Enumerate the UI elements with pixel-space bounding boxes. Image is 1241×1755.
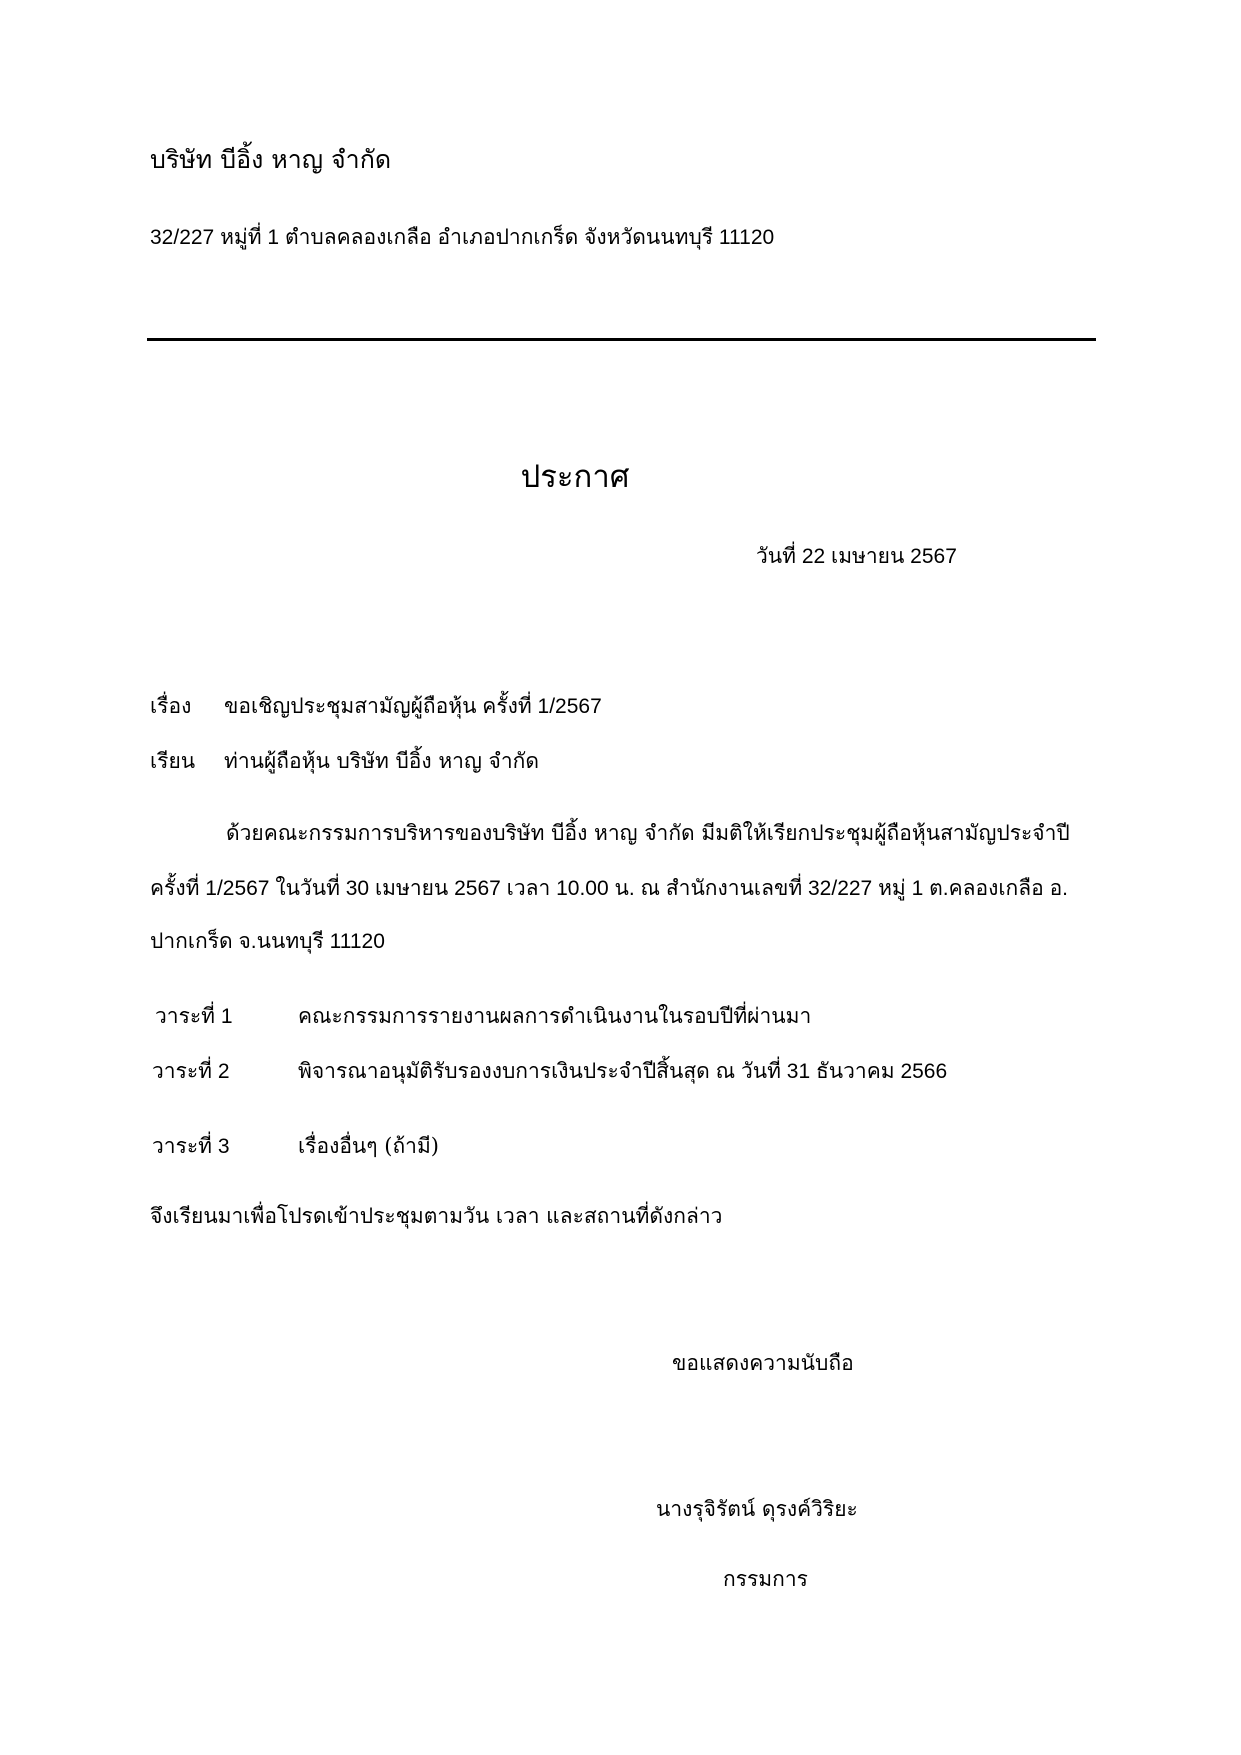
agenda-item-text: เรื่องอื่นๆ (ถ้ามี) [298, 1134, 439, 1158]
body-paragraph-line: ปากเกร็ด จ.นนทบุรี 11120 [150, 930, 385, 953]
company-name: บริษัท บีอิ้ง หาญ จำกัด [150, 145, 392, 174]
body-paragraph-line: ด้วยคณะกรรมการบริหารของบริษัท บีอิ้ง หาญ จำกัด มีมติให้เรียกประชุมผู้ถือหุ้นสามัญประจำปี [226, 821, 1070, 845]
closing-regards: ขอแสดงความนับถือ [672, 1351, 854, 1375]
subject-label: เรื่อง [150, 694, 192, 718]
company-address: 32/227 หมู่ที่ 1 ตำบลคลองเกลือ อำเภอปากเกร็ด จังหวัดนนทบุรี 11120 [150, 226, 775, 249]
agenda-item-text: พิจารณาอนุมัติรับรองงบการเงินประจำปีสิ้นสุด ณ วันที่ 31 ธันวาคม 2566 [298, 1060, 948, 1083]
agenda-label: วาระที่ 2 [152, 1060, 230, 1083]
subject-text: ขอเชิญประชุมสามัญผู้ถือหุ้น ครั้งที่ 1/2567 [224, 695, 602, 718]
agenda-label: วาระที่ 3 [152, 1135, 230, 1158]
agenda-label: วาระที่ 1 [155, 1005, 233, 1028]
signer-title: กรรมการ [723, 1567, 808, 1591]
recipient-text: ท่านผู้ถือหุ้น บริษัท บีอิ้ง หาญ จำกัด [224, 749, 539, 773]
recipient-label: เรียน [150, 749, 196, 773]
document-title: ประกาศ [520, 459, 630, 495]
document-date: วันที่ 22 เมษายน 2567 [756, 545, 957, 568]
body-paragraph-line: ครั้งที่ 1/2567 ในวันที่ 30 เมษายน 2567 เวลา 10.00 น. ณ สำนักงานเลขที่ 32/227 หมู่ 1 ต.คลองเกลือ อ. [150, 877, 1069, 900]
signer-name: นางรุจิรัตน์ ดุรงค์วิริยะ [656, 1497, 858, 1521]
agenda-item-text: คณะกรรมการรายงานผลการดำเนินงานในรอบปีที่ผ่านมา [298, 1004, 812, 1028]
closing-line: จึงเรียนมาเพื่อโปรดเข้าประชุมตามวัน เวลา และสถานที่ดังกล่าว [150, 1204, 723, 1228]
header-divider [147, 338, 1096, 341]
